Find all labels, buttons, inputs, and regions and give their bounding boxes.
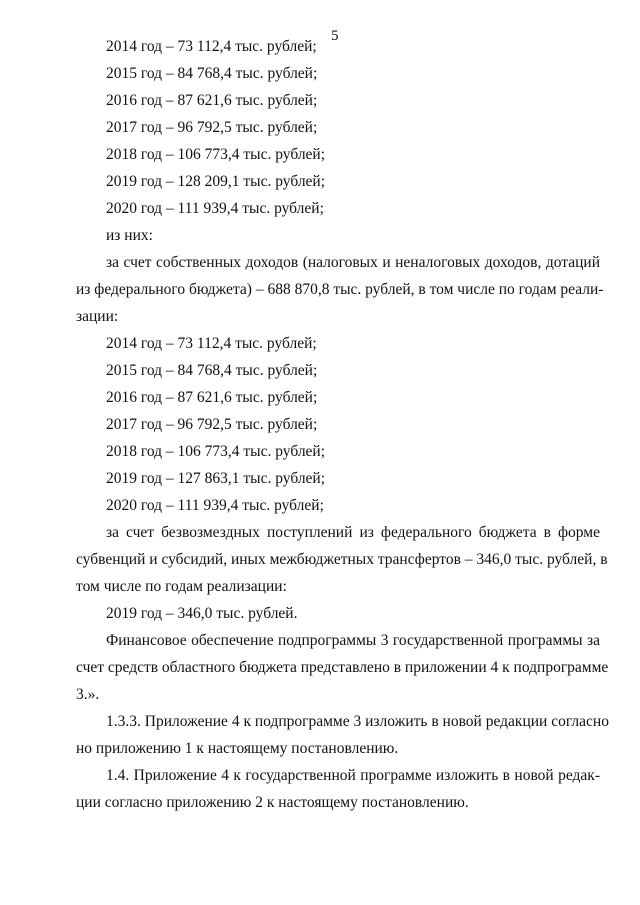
financing-line-3: 3.». — [76, 686, 100, 703]
item-133-line-1: 1.3.3. Приложение 4 к подпрограмме 3 изложить в новой редакции согласно — [106, 713, 609, 730]
list-a-2018: 2018 год – 106 773,4 тыс. рублей; — [106, 146, 326, 163]
page-number: 5 — [331, 28, 339, 44]
federal-line-2: субвенций и субсидий, иных межбюджетных трансфертов – 346,0 тыс. рублей, в — [76, 551, 608, 568]
list-a-2019: 2019 год – 128 209,1 тыс. рублей; — [106, 173, 326, 190]
list-a-2020: 2020 год – 111 939,4 тыс. рублей; — [106, 200, 324, 217]
list-b-2016: 2016 год – 87 621,6 тыс. рублей; — [106, 389, 318, 406]
list-b-2014: 2014 год – 73 112,4 тыс. рублей; — [106, 335, 317, 352]
list-a-2014: 2014 год – 73 112,4 тыс. рублей; — [106, 38, 317, 55]
own-income-line-3: зации: — [76, 308, 119, 325]
federal-line-1: за счет безвозмездных поступлений из федерального бюджета в форме — [106, 524, 600, 541]
own-income-line-2: из федерального бюджета) – 688 870,8 тыс. рублей, в том числе по годам реали- — [76, 281, 604, 298]
list-b-2020: 2020 год – 111 939,4 тыс. рублей; — [106, 497, 324, 514]
list-a-2015: 2015 год – 84 768,4 тыс. рублей; — [106, 65, 318, 82]
list-b-2018: 2018 год – 106 773,4 тыс. рублей; — [106, 443, 326, 460]
list-a-2016: 2016 год – 87 621,6 тыс. рублей; — [106, 92, 318, 109]
list-b-2017: 2017 год – 96 792,5 тыс. рублей; — [106, 416, 318, 433]
list-a-2017: 2017 год – 96 792,5 тыс. рублей; — [106, 119, 318, 136]
list-b-2019: 2019 год – 127 863,1 тыс. рублей; — [106, 470, 326, 487]
item-133-line-2: но приложению 1 к настоящему постановлению. — [76, 740, 399, 757]
iz-nih: из них: — [106, 227, 153, 244]
own-income-line-1: за счет собственных доходов (налоговых и неналоговых доходов, дотаций — [106, 254, 600, 271]
federal-2019: 2019 год – 346,0 тыс. рублей. — [106, 605, 298, 622]
item-14-line-1: 1.4. Приложение 4 к государственной программе изложить в новой редак- — [106, 767, 600, 784]
list-b-2015: 2015 год – 84 768,4 тыс. рублей; — [106, 362, 318, 379]
federal-line-3: том числе по годам реализации: — [76, 578, 287, 595]
item-14-line-2: ции согласно приложению 2 к настоящему постановлению. — [76, 794, 469, 811]
financing-line-2: счет средств областного бюджета представлено в приложении 4 к подпрограмме — [76, 659, 609, 676]
financing-line-1: Финансовое обеспечение подпрограммы 3 государственной программы за — [106, 632, 600, 649]
